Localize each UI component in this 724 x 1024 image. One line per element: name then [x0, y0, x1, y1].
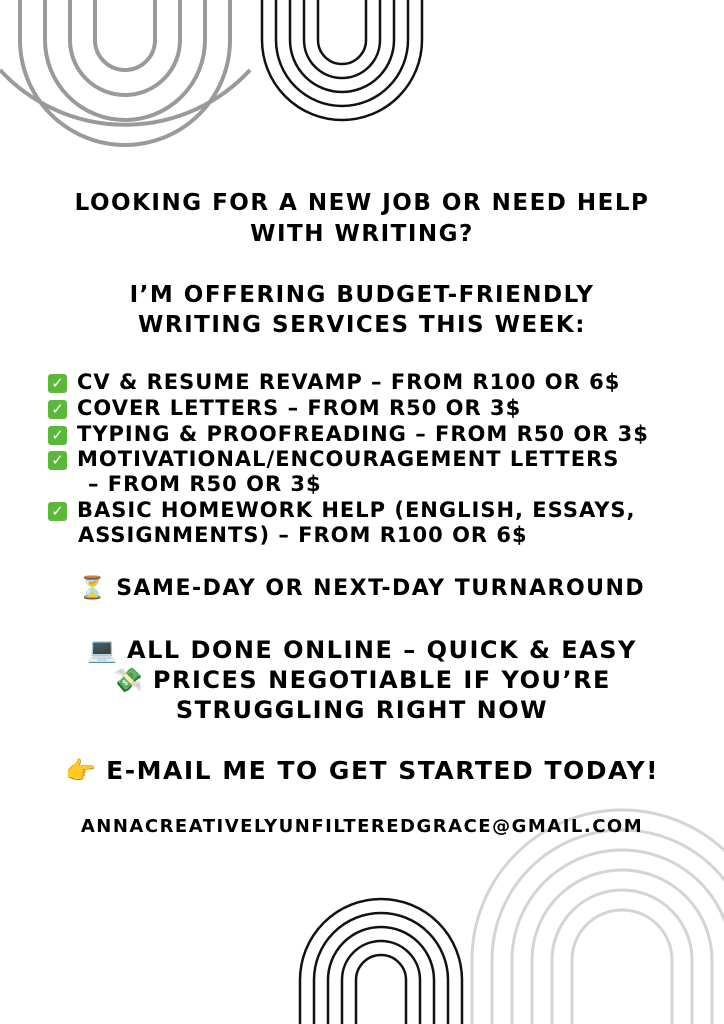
service-item-cv: [48, 370, 620, 394]
check-mark-icon: ✓: [48, 374, 67, 393]
check-mark-icon: ✓: [48, 451, 67, 470]
service-item-typing: [48, 422, 649, 446]
hourglass-icon: ⏳: [78, 576, 107, 601]
email-address[interactable]: ANNACREATIVELYUNFILTEREDGRACE@GMAIL.COM: [80, 816, 644, 837]
laptop-icon: 💻: [87, 636, 117, 664]
top-center-arches: [262, 0, 422, 120]
money-with-wings-icon: 💸: [113, 666, 143, 694]
online-line: [0, 636, 724, 664]
check-mark-icon: ✓: [48, 502, 67, 521]
prices-text: PRICES NEGOTIABLE IF YOU’RE: [152, 666, 611, 694]
service-item-label: BASIC HOMEWORK HELP (ENGLISH, ESSAYS,: [77, 498, 636, 522]
service-item-label: MOTIVATIONAL/ENCOURAGEMENT LETTERS: [77, 447, 620, 471]
offer-line-2: WRITING SERVICES THIS WEEK:: [138, 312, 586, 338]
service-item-label: COVER LETTERS – FROM R50 OR 3$: [77, 396, 522, 420]
cta-line: [0, 756, 724, 786]
headline-line-1: LOOKING FOR A NEW JOB OR NEED HELP: [74, 190, 650, 216]
offer-line-1: I’M OFFERING BUDGET-FRIENDLY: [129, 282, 595, 308]
service-item-label: CV & RESUME REVAMP – FROM R100 OR 6$: [77, 370, 621, 394]
turnaround-text: SAME-DAY OR NEXT-DAY TURNAROUND: [116, 576, 646, 601]
bottom-center-arches: [300, 899, 462, 1024]
prices-line-1: [0, 666, 724, 694]
service-item-cover-letters: [48, 396, 521, 420]
cta-text: E-MAIL ME TO GET STARTED TODAY!: [106, 756, 659, 785]
turnaround-line: [0, 576, 724, 601]
service-item-motivational-cont: – FROM R50 OR 3$: [88, 472, 322, 496]
service-item-homework: [48, 498, 636, 522]
pointing-hand-icon: 👉: [65, 756, 97, 785]
headline-line-2: WITH WRITING?: [250, 221, 474, 247]
service-item-label: TYPING & PROOFREADING – FROM R50 OR 3$: [77, 422, 649, 446]
online-text: ALL DONE ONLINE – QUICK & EASY: [127, 636, 637, 664]
service-item-motivational: [48, 447, 619, 471]
check-mark-icon: ✓: [48, 400, 67, 419]
bottom-right-arches: [472, 810, 724, 1024]
prices-line-2: STRUGGLING RIGHT NOW: [175, 696, 549, 724]
check-mark-icon: ✓: [48, 426, 67, 445]
service-item-homework-cont: ASSIGNMENTS) – FROM R100 OR 6$: [78, 523, 528, 547]
